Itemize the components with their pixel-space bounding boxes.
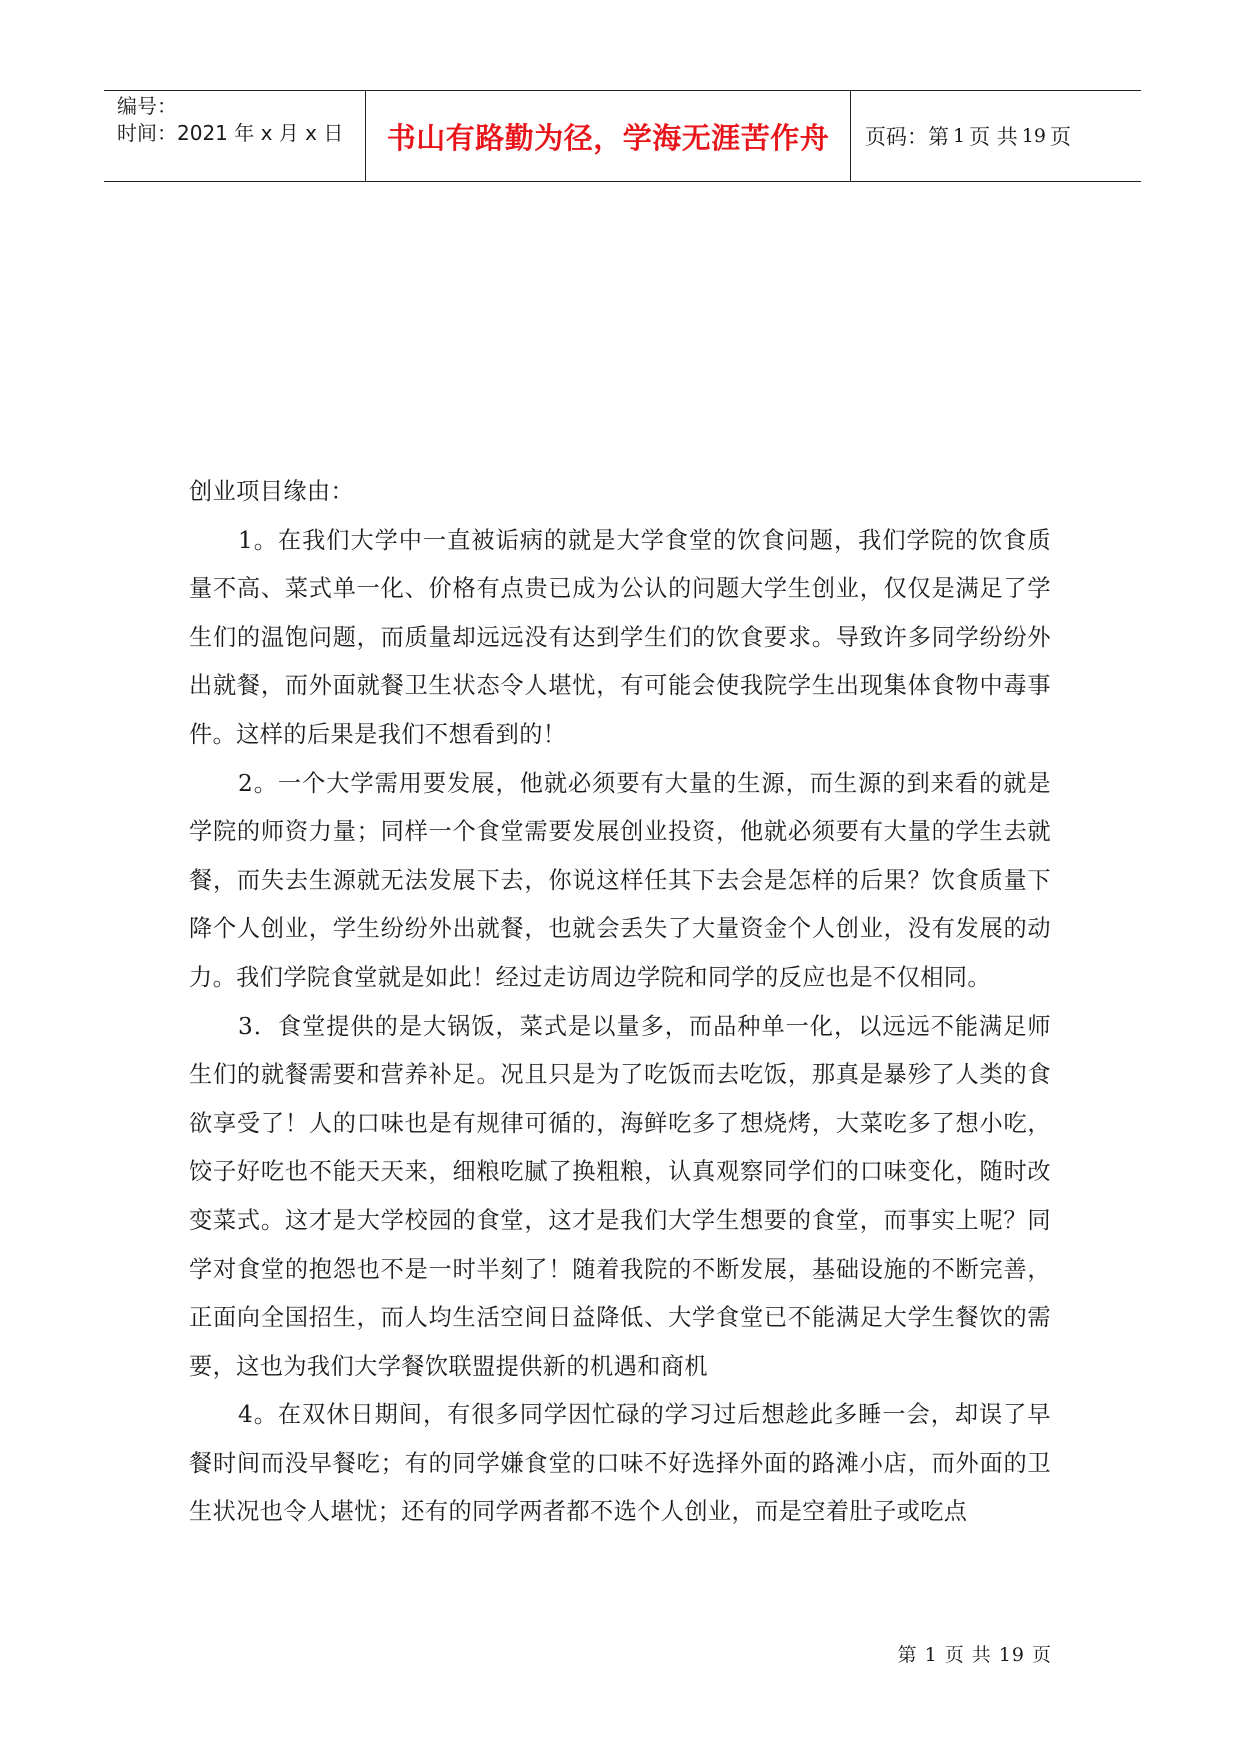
page-footer: 第 1 页 共 19 页 bbox=[897, 1644, 1052, 1666]
document-body bbox=[189, 468, 1051, 1537]
serial-number-label: 编号： bbox=[117, 94, 177, 118]
document-header bbox=[104, 90, 1141, 182]
paragraph-3: 3．食堂提供的是大锅饭，菜式是以量多，而品种单一化，以远远不能满足师生们的就餐需要和营养补足。况且只是为了吃饭而去吃饭，那真是暴殄了人类的食欲享受了！人的口味也是有规律可循的，海鲜吃多了想烧烤，大菜吃多了想小吃，饺子好吃也不能天天来，细粮吃腻了换粗粮，认真观察同学们的口味变化，随时改变菜式。这才是大学校园的食堂，这才是我们大学生想要的食堂，而事实上呢？同学对食堂的抱怨也不是一时半刻了！随着我院的不断发展，基础设施的不断完善，正面向全国招生，而人均生活空间日益降低、大学食堂已不能满足大学生餐饮的需要，这也为我们大学餐饮联盟提供新的机遇和商机 bbox=[189, 1012, 1051, 1380]
page-current: 1 bbox=[953, 125, 966, 147]
paragraph-2: 2。一个大学需用要发展，他就必须要有大量的生源，而生源的到来看的就是学院的师资力量；同样一个食堂需要发展创业投资，他就必须要有大量的学生去就餐，而失去生源就无法发展下去，你说这样任其下去会是怎样的后果？饮食质量下降个人创业，学生纷纷外出就餐，也就会丢失了大量资金个人创业，没有发展的动力。我们学院食堂就是如此！经过走访周边学院和同学的反应也是不仅相同。 bbox=[189, 769, 1051, 991]
paragraph-4: 4。在双休日期间，有很多同学因忙碌的学习过后想趁此多睡一会，却误了早餐时间而没早餐吃；有的同学嫌食堂的口味不好选择外面的路滩小店，而外面的卫生状况也令人堪忧；还有的同学两者都不选个人创业，而是空着肚子或吃点 bbox=[189, 1401, 1051, 1526]
page-total: 19 bbox=[1021, 125, 1046, 147]
header-slogan: 书山有路勤为径，学海无涯苦作舟 bbox=[366, 91, 851, 181]
header-page-info bbox=[851, 91, 1141, 181]
page-prefix: 页码：第 bbox=[865, 125, 949, 149]
section-heading: 创业项目缘由： bbox=[189, 478, 355, 505]
time-label: 时间：2021 年 x 月 x 日 bbox=[117, 121, 344, 145]
header-meta-cell bbox=[104, 91, 366, 181]
page-suffix: 页 bbox=[1049, 125, 1071, 149]
paragraph-1: 1。在我们大学中一直被诟病的就是大学食堂的饮食问题，我们学院的饮食质量不高、菜式单一化、价格有点贵已成为公认的问题大学生创业，仅仅是满足了学生们的温饱问题，而质量却远远没有达到学生们的饮食要求。导致许多同学纷纷外出就餐，而外面就餐卫生状态令人堪忧，有可能会使我院学生出现集体食物中毒事件。这样的后果是我们不想看到的！ bbox=[189, 526, 1051, 748]
page-middle: 页 共 bbox=[969, 125, 1018, 149]
